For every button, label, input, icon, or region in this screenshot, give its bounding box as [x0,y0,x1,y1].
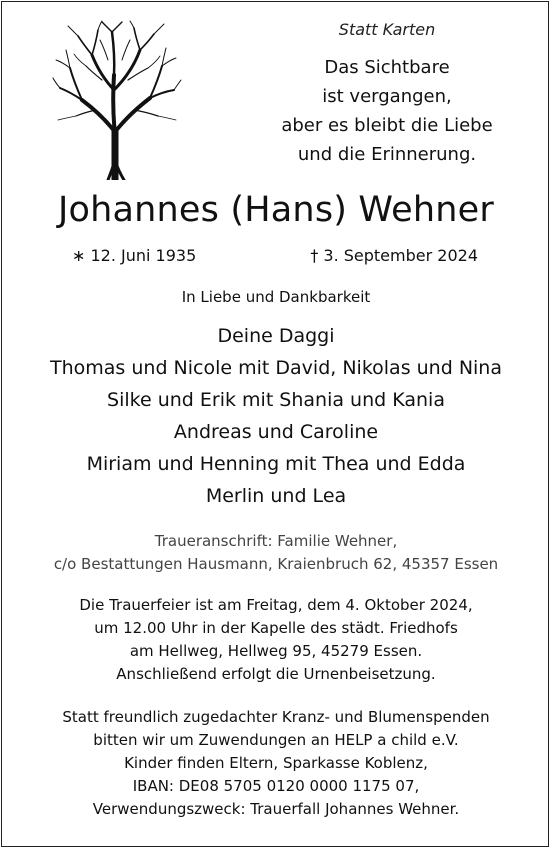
poem-line: Das Sichtbare [324,57,450,78]
obituary-card [1,1,549,847]
address-line: c/o Bestattungen Hausmann, Kraienbruch 62, 45357 Essen [53,555,499,573]
ceremony-line: Anschließend erfolgt die Urnenbeisetzung. [116,665,436,683]
deceased-name: Johannes (Hans) Wehner [57,190,495,230]
mourner-line: Miriam und Henning mit Thea und Edda [86,453,466,475]
ceremony-line: Die Trauerfeier ist am Freitag, dem 4. Oktober 2024, [79,596,473,614]
mourners-intro: In Liebe und Dankbarkeit [181,288,371,306]
poem [222,53,550,169]
poem-line: ist vergangen, [322,86,452,107]
donation-info [2,706,550,821]
donation-line: Statt freundlich zugedachter Kranz- und Blumenspenden [62,708,490,726]
statt-karten: Statt Karten [338,20,436,39]
donation-line: Kinder finden Eltern, Sparkasse Koblenz, [124,754,428,772]
poem-line: und die Erinnerung. [297,144,477,165]
ceremony-line: am Hellweg, Hellweg 95, 45279 Essen. [129,642,423,660]
mourner-line: Andreas und Caroline [173,421,379,443]
poem-line: aber es bleibt die Liebe [281,115,493,136]
ceremony-line: um 12.00 Uhr in der Kapelle des städt. Friedhofs [94,619,458,637]
mourning-address [2,530,550,576]
mourner-line: Merlin und Lea [205,485,347,507]
death-date: † 3. September 2024 [310,246,478,265]
birth-date: ∗ 12. Juni 1935 [72,246,197,265]
donation-line: bitten wir um Zuwendungen an HELP a child e.V. [93,731,459,749]
mourner-line: Thomas und Nicole mit David, Nikolas und Nina [50,357,502,379]
mourner-line: Silke und Erik mit Shania und Kania [107,389,445,411]
bare-tree-icon [52,20,182,180]
donation-line: Verwendungszweck: Trauerfall Johannes Wehner. [92,800,460,818]
mourner-line: Deine Daggi [217,325,335,347]
donation-line: IBAN: DE08 5705 0120 0000 1175 07, [132,777,420,795]
address-line: Traueranschrift: Familie Wehner, [154,532,398,550]
ceremony-info [2,594,550,686]
header-block [222,20,550,169]
mourners-list [2,320,550,512]
